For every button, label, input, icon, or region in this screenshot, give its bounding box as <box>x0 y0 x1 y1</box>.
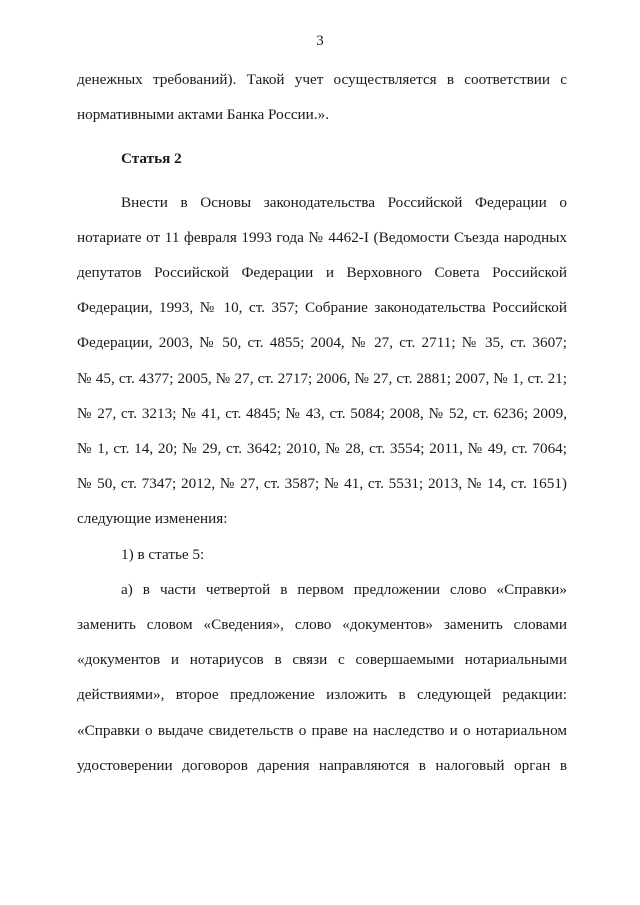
text-line: № 27, ст. 3213; № 41, ст. 4845; № 43, ст. 5084; 2008, № 52, ст. 6236; 2009, <box>77 404 567 422</box>
text-line: денежных требований). Такой учет осуществляется в соответствии с <box>77 71 567 88</box>
text-line: № 45, ст. 4377; 2005, № 27, ст. 2717; 2006, № 27, ст. 2881; 2007, № 1, ст. 21; <box>77 369 567 387</box>
text-line: заменить словом «Сведения», слово «документов» заменить словами <box>77 616 567 634</box>
text-line: Федерации, 2003, № 50, ст. 4855; 2004, № 27, ст. 2711; № 35, ст. 3607; <box>77 334 567 352</box>
article-heading: Статья 2 <box>121 150 182 168</box>
text-line: удостоверении договоров дарения направляются в налоговый орган в <box>77 756 567 774</box>
text-line: следующие изменения: <box>77 510 228 528</box>
text-line: «документов и нотариусов в связи с совершаемыми нотариальными <box>77 651 567 669</box>
text-line: № 50, ст. 7347; 2012, № 27, ст. 3587; № 41, ст. 5531; 2013, № 14, ст. 1651) <box>77 475 567 493</box>
text-line: Внести в Основы законодательства Российской Федерации о <box>121 193 567 211</box>
text-line: № 1, ст. 14, 20; № 29, ст. 3642; 2010, № 28, ст. 3554; 2011, № 49, ст. 7064; <box>77 440 567 458</box>
text-line: депутатов Российской Федерации и Верховного Совета Российской <box>77 264 567 282</box>
page-number: 3 <box>316 33 324 49</box>
text-line: Федерации, 1993, № 10, ст. 357; Собрание законодательства Российской <box>77 299 567 317</box>
list-item-heading: 1) в статье 5: <box>121 545 205 563</box>
text-line: действиями», второе предложение изложить в следующей редакции: <box>77 686 567 704</box>
document-body <box>77 62 567 783</box>
text-line: «Справки о выдаче свидетельств о праве на наследство и о нотариальном <box>77 721 567 739</box>
text-line: а) в части четвертой в первом предложении слово «Справки» <box>121 580 567 598</box>
text-line: нотариате от 11 февраля 1993 года № 4462-I (Ведомости Съезда народных <box>77 228 567 246</box>
text-line: нормативными актами Банка России.». <box>77 106 330 124</box>
